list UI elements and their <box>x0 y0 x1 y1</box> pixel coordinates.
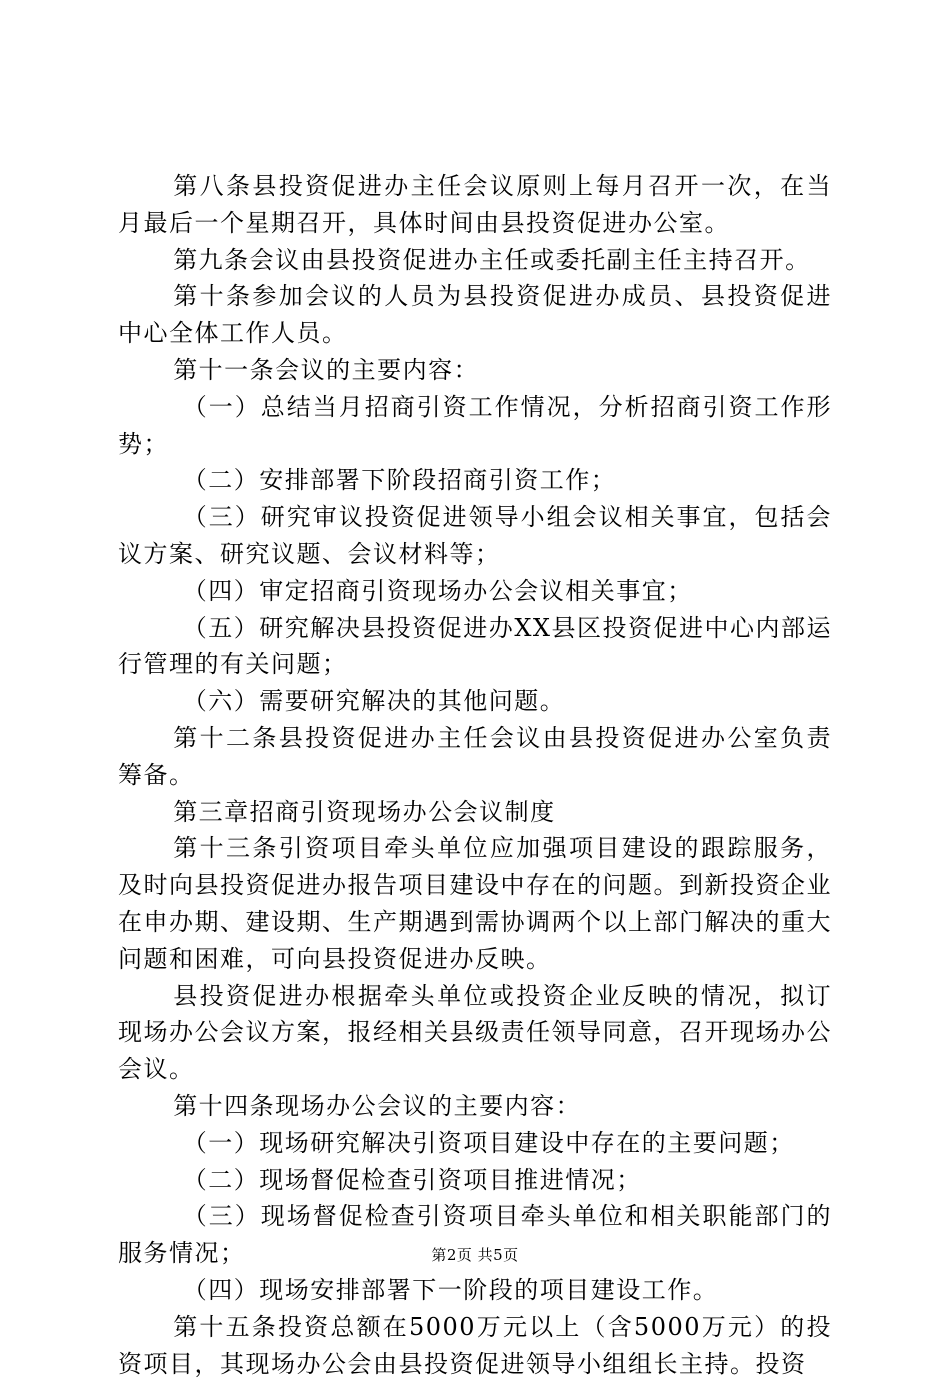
list-item-11-1: （一）总结当月招商引资工作情况，分析招商引资工作形势； <box>118 392 832 458</box>
paragraph-article-11: 第十一条会议的主要内容： <box>173 355 480 384</box>
document-body <box>118 168 832 1382</box>
list-item-11-5: （五）研究解决县投资促进办XX县区投资促进中心内部运行管理的有关问题； <box>118 613 832 679</box>
list-item-14-2: （二）现场督促检查引资项目推进情况； <box>182 1165 642 1194</box>
paragraph-article-13: 第十三条引资项目牵头单位应加强项目建设的跟踪服务，及时向县投资促进办报告项目建设中存在的问题。到新投资企业在申办期、建设期、生产期遇到需协调两个以上部门解决的重大问题和困难，可向县投资促进办反映。 <box>118 834 832 973</box>
list-item-11-4: （四）审定招商引资现场办公会议相关事宜； <box>182 576 693 605</box>
list-item-14-4: （四）现场安排部署下一阶段的项目建设工作。 <box>182 1275 719 1304</box>
paragraph-article-13-cont: 县投资促进办根据牵头单位或投资企业反映的情况，拟订现场办公会议方案，报经相关县级责任领导同意，召开现场办公会议。 <box>118 981 832 1084</box>
paragraph-article-12: 第十二条县投资促进办主任会议由县投资促进办公室负责筹备。 <box>118 723 832 789</box>
chapter-heading-3: 第三章招商引资现场办公会议制度 <box>173 797 556 826</box>
list-item-11-2: （二）安排部署下阶段招商引资工作； <box>182 466 617 495</box>
list-item-14-1: （一）现场研究解决引资项目建设中存在的主要问题； <box>182 1128 795 1157</box>
list-item-14-3: （三）现场督促检查引资项目牵头单位和相关职能部门的服务情况； <box>118 1202 832 1268</box>
paragraph-article-8: 第八条县投资促进办主任会议原则上每月召开一次，在当月最后一个星期召开，具体时间由县投资促进办公室。 <box>118 172 832 237</box>
paragraph-article-14: 第十四条现场办公会议的主要内容： <box>173 1091 582 1120</box>
list-item-11-6: （六）需要研究解决的其他问题。 <box>182 687 566 716</box>
paragraph-article-9: 第九条会议由县投资促进办主任或委托副主任主持召开。 <box>173 245 811 274</box>
list-item-11-3: （三）研究审议投资促进领导小组会议相关事宜，包括会议方案、研究议题、会议材料等； <box>118 503 832 568</box>
paragraph-article-10: 第十条参加会议的人员为县投资促进办成员、县投资促进中心全体工作人员。 <box>118 282 832 348</box>
page-footer: 第2页 共5页 <box>431 1246 519 1264</box>
paragraph-article-15: 第十五条投资总额在5000万元以上（含5000万元）的投资项目，其现场办公会由县投资促进领导小组组长主持。投资 <box>118 1312 832 1378</box>
